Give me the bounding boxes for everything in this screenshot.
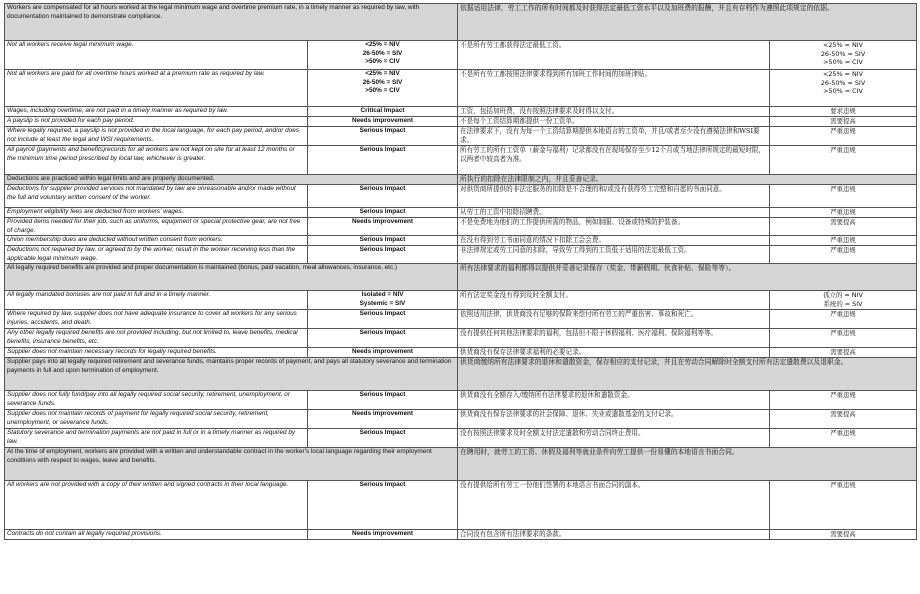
criteria-text-zh: 没有提供给所有劳工一份他们签署的本地语言书面合同的副本。 xyxy=(458,481,770,530)
section-title-zh: 依据适用法律，劳工工作的所有时间都及时获得法定最低工资水平以及加班费的报酬，并且有存档作为遵照此项规定的依据。 xyxy=(458,4,917,41)
criteria-text-en: Statutory severance and termination payments are not paid in full or in a timely manner as required by law. xyxy=(5,429,308,448)
criteria-text-en: Supplier does not maintain records of payment for legally required social security, retirement, unemployment, or severance funds. xyxy=(5,410,308,429)
impact-line: >50% = CIV xyxy=(365,58,400,66)
criteria-row xyxy=(5,236,917,246)
impact-line-zh: 孤立的 = NIV xyxy=(823,291,863,300)
compliance-table xyxy=(4,3,917,540)
section-header-row xyxy=(5,448,917,481)
impact-rating-zh xyxy=(770,429,917,448)
criteria-text-zh: 不是每个工资结算期都提供一份工资单。 xyxy=(458,117,770,127)
criteria-text-zh: 从劳工的工资中扣除招聘费。 xyxy=(458,208,770,218)
impact-line: <25% = NIV xyxy=(365,41,400,48)
impact-line: Serious Impact xyxy=(359,236,406,244)
criteria-row xyxy=(5,70,917,107)
impact-line-zh: <25% = NIV xyxy=(823,41,864,49)
impact-line: 26-50% = SIV xyxy=(362,78,403,86)
criteria-row xyxy=(5,410,917,429)
criteria-text-zh: 合同没有包含所有法律要求的条款。 xyxy=(458,530,770,540)
impact-line-zh: 需要提高 xyxy=(830,117,856,125)
section-header-row xyxy=(5,175,917,185)
criteria-text-zh: 对供货商所提供的非法定服务的扣除是不合理的和/或没有获得劳工完整和自愿的书面同意。 xyxy=(458,185,770,208)
impact-line: Serious Impact xyxy=(359,127,406,134)
criteria-text-zh: 在法律要求下，没有为每一个工资结算期提供本地语言的工资单，并且/或者至少没有遵循法律和WSI要求。 xyxy=(458,127,770,146)
criteria-text-en: Employment eligibility fees are deducted from workers' wages. xyxy=(5,208,308,218)
criteria-row xyxy=(5,348,917,358)
criteria-text-en: Contracts do not contain all legally required provisions. xyxy=(5,530,308,540)
impact-rating-en xyxy=(308,291,458,310)
section-title-zh: 供货商缴纳所有法律要求的退休和遣散资金，保存相应的支付记录，并且在劳动合同解除时全额支付所有法定遣散费以及退职金。 xyxy=(458,358,917,391)
impact-rating-zh xyxy=(770,348,917,358)
impact-rating-zh xyxy=(770,146,917,175)
impact-rating-en xyxy=(308,429,458,448)
criteria-text-zh: 不是免费地为他们的工作提供所需的物品，例如制服、设备或特殊防护装备。 xyxy=(458,218,770,236)
impact-rating-en xyxy=(308,127,458,146)
impact-rating-en xyxy=(308,329,458,348)
impact-line-zh: 严重违规 xyxy=(830,246,856,255)
impact-rating-zh xyxy=(770,117,917,127)
section-title-en: All legally required benefits are provided and proper documentation is maintained (bonus, paid vacation, meal allowances, insurance, etc.) xyxy=(5,264,458,291)
impact-line-zh: 需要提高 xyxy=(830,410,856,419)
criteria-row xyxy=(5,481,917,530)
impact-line: Critical Impact xyxy=(360,107,405,114)
criteria-text-zh: 供货商没有保存法律要求福利的必要记录。 xyxy=(458,348,770,358)
criteria-row xyxy=(5,185,917,208)
impact-rating-en xyxy=(308,107,458,117)
criteria-row xyxy=(5,246,917,264)
impact-line-zh: <25% = NIV xyxy=(823,70,864,78)
criteria-text-en: Not all workers are paid for all overtime hours worked at a premium rate as required by law. xyxy=(5,70,308,107)
impact-line-zh: 严重违规 xyxy=(830,329,856,338)
criteria-text-en: Deductions not required by law, or agreed to by the worker, result in the worker receiving less than the applicable legal minimum wage. xyxy=(5,246,308,264)
criteria-row xyxy=(5,429,917,448)
impact-rating-zh xyxy=(770,127,917,146)
section-header-row xyxy=(5,4,917,41)
impact-line: Needs improvement xyxy=(351,117,414,124)
impact-rating-zh xyxy=(770,107,917,117)
impact-line-zh: 系统的 = SIV xyxy=(823,299,863,308)
section-title-zh: 所有法律要求的福利都得以提供并妥善记录保存（奖金、带薪假期、伙食补贴、保险等等）。 xyxy=(458,264,917,291)
impact-rating-zh xyxy=(770,391,917,410)
criteria-row xyxy=(5,530,917,540)
impact-line: Serious Impact xyxy=(359,208,406,215)
impact-line-zh: 严重违规 xyxy=(830,146,856,154)
impact-line-zh: 严重违规 xyxy=(830,236,856,245)
impact-rating-en xyxy=(308,246,458,264)
impact-line-zh: >50% = CIV xyxy=(823,87,863,96)
impact-rating-en xyxy=(308,208,458,218)
section-header-row xyxy=(5,264,917,291)
impact-rating-zh xyxy=(770,410,917,429)
impact-line-zh: 严重违规 xyxy=(830,481,856,490)
impact-line: Serious Impact xyxy=(359,481,406,489)
impact-line-zh: 严重违规 xyxy=(830,429,856,438)
criteria-text-zh: 在没有得到劳工书面同意的情况下扣除工会会费。 xyxy=(458,236,770,246)
criteria-row xyxy=(5,41,917,70)
criteria-text-zh: 没有提供任何其他法律要求的福利，包括但不限于休假福利、医疗福利、保险福利等等。 xyxy=(458,329,770,348)
impact-rating-zh xyxy=(770,208,917,218)
impact-line: 26-50% = SIV xyxy=(362,49,403,57)
criteria-text-zh: 供货商没有保存法律要求的社会保障、退休、失业或遣散基金的支付记录。 xyxy=(458,410,770,429)
criteria-text-en: Wages, including overtime, are not paid in a timely manner as required by law. xyxy=(5,107,308,117)
impact-line-zh: 需要提高 xyxy=(830,348,856,357)
impact-rating-en xyxy=(308,117,458,127)
criteria-row xyxy=(5,146,917,175)
impact-rating-zh xyxy=(770,70,917,107)
impact-line-zh: 26-50% = SIV xyxy=(820,49,866,58)
criteria-text-en: Not all workers receive legal minimum wage. xyxy=(5,41,308,70)
criteria-text-en: Supplier does not fully fund/pay into all legally required social security, retirement, unemployment, or severance funds. xyxy=(5,391,308,410)
criteria-row xyxy=(5,218,917,236)
impact-rating-zh xyxy=(770,246,917,264)
impact-line: <25% = NIV xyxy=(365,70,400,77)
criteria-text-en: Deductions for supplier provided services not mandated by law are unreasonable and/or made without the full and voluntary written consent of the worker. xyxy=(5,185,308,208)
criteria-text-en: A payslip is not provided for each pay period. xyxy=(5,117,308,127)
impact-rating-zh xyxy=(770,481,917,530)
impact-line-zh: 严重违规 xyxy=(830,185,856,193)
criteria-text-zh: 没有按照法律要求及时全额支付法定遣散和劳动合同终止费用。 xyxy=(458,429,770,448)
criteria-text-en: Where required by law, supplier does not have adequate insurance to cover all workers for any serious injuries, accidents, and death. xyxy=(5,310,308,329)
impact-rating-zh xyxy=(770,218,917,236)
impact-line: Needs improvement xyxy=(351,410,414,418)
impact-line: Serious Impact xyxy=(359,429,406,437)
impact-line: Serious Impact xyxy=(359,329,406,337)
impact-rating-en xyxy=(308,391,458,410)
impact-rating-en xyxy=(308,218,458,236)
criteria-row xyxy=(5,127,917,146)
criteria-row xyxy=(5,291,917,310)
impact-rating-zh xyxy=(770,236,917,246)
section-title-en: Deductions are practiced within legal limits and are properly documented. xyxy=(5,175,458,185)
impact-rating-zh xyxy=(770,185,917,208)
criteria-text-en: Any other legally required benefits are not provided including, but not limited to, leave benefits, medical benefits, insurance benefits, etc. xyxy=(5,329,308,348)
criteria-text-zh: 不是所有劳工都获得法定最低工资。 xyxy=(458,41,770,70)
impact-line-zh: 严重违规 xyxy=(830,208,856,216)
criteria-row xyxy=(5,208,917,218)
criteria-text-zh: 非法律规定或劳工同意的扣除，导致劳工得到的工资低于适用的法定最低工资。 xyxy=(458,246,770,264)
impact-line: Needs improvement xyxy=(351,218,414,225)
criteria-row xyxy=(5,107,917,117)
impact-line: Serious Impact xyxy=(359,310,406,318)
impact-rating-en xyxy=(308,530,458,540)
impact-line: Needs improvement xyxy=(351,348,414,356)
impact-line: >50% = CIV xyxy=(365,87,400,95)
impact-rating-en xyxy=(308,348,458,358)
impact-line: Serious Impact xyxy=(359,185,406,192)
impact-line-zh: 需要提高 xyxy=(830,218,856,226)
impact-rating-en xyxy=(308,481,458,530)
impact-rating-zh xyxy=(770,530,917,540)
section-header-row xyxy=(5,358,917,391)
criteria-text-en: All legally mandated bonuses are not paid in full and in a timely manner. xyxy=(5,291,308,310)
section-title-en: Supplier pays into all legally required retirement and severance funds, maintains proper records of payment, and pays all statutory severance and termination payments in full and upon termination of employment. xyxy=(5,358,458,391)
criteria-text-zh: 所有法定奖金没有得到及时全额支付。 xyxy=(458,291,770,310)
impact-line-zh: 26-50% = SIV xyxy=(820,78,866,87)
impact-line-zh: 严重违规 xyxy=(830,127,856,135)
criteria-text-zh: 供货商没有全额存入/缴纳所有法律要求的退休和遣散资金。 xyxy=(458,391,770,410)
impact-rating-en xyxy=(308,146,458,175)
impact-rating-zh xyxy=(770,329,917,348)
section-title-zh: 所执行的扣除在法律限制之内，并且妥善记录。 xyxy=(458,175,917,185)
impact-line: Serious Impact xyxy=(359,146,406,153)
impact-line-zh: >50% = CIV xyxy=(823,58,863,67)
criteria-text-zh: 所有劳工的所有工资单（薪金与福利）记录都没有在现场保存至少12个月或当地法律所规定的最短时限，以两者中较高者为准。 xyxy=(458,146,770,175)
impact-rating-en xyxy=(308,236,458,246)
criteria-row xyxy=(5,310,917,329)
impact-rating-zh xyxy=(770,291,917,310)
impact-rating-en xyxy=(308,185,458,208)
impact-rating-zh xyxy=(770,310,917,329)
criteria-row xyxy=(5,391,917,410)
impact-line: Systemic = SIV xyxy=(359,299,406,307)
criteria-text-zh: 不是所有劳工都按照法律要求得到所有加班工作时间的加班津贴。 xyxy=(458,70,770,107)
impact-rating-zh xyxy=(770,41,917,70)
criteria-text-zh: 工资，包括加班费，没有按照法律要求及时得以支付。 xyxy=(458,107,770,117)
criteria-text-en: Provided items needed for their job, such as uniforms, equipment or special protective gear, are not free of charge. xyxy=(5,218,308,236)
impact-line: Serious Impact xyxy=(359,246,406,254)
criteria-text-en: All payroll (payments and benefits)records for all workers are not kept on site for at least 12 months or the minimum time period prescribed by local law, whichever is greater. xyxy=(5,146,308,175)
criteria-row xyxy=(5,329,917,348)
criteria-text-en: Where legally required, a payslip is not provided in the local language, for each pay period, and/or does not include at least the legal and WSI requirements. xyxy=(5,127,308,146)
impact-rating-en xyxy=(308,70,458,107)
impact-line-zh: 严重违规 xyxy=(830,310,856,319)
impact-rating-en xyxy=(308,410,458,429)
section-title-zh: 在聘用时，就劳工的工资、休假及福利等就业条件向劳工提供一份易懂的本地语言书面合同。 xyxy=(458,448,917,481)
impact-line-zh: 要求违规 xyxy=(830,107,856,115)
impact-line: Isolated = NIV xyxy=(361,291,404,299)
criteria-text-zh: 依照适用法律，供货商没有足够的保险来偿付所有劳工的严重伤害、事故和死亡。 xyxy=(458,310,770,329)
criteria-text-en: All workers are not provided with a copy of their written and signed contracts in their local language. xyxy=(5,481,308,530)
impact-rating-en xyxy=(308,310,458,329)
criteria-row xyxy=(5,117,917,127)
section-title-en: At the time of employment, workers are provided with a written and understandable contract in the worker's local language regarding their employment conditions with respect to wages, leave and benefits. xyxy=(5,448,458,481)
criteria-text-en: Union membership dues are deducted without written consent from workers. xyxy=(5,236,308,246)
impact-line-zh: 严重违规 xyxy=(830,391,856,400)
impact-line-zh: 需要提高 xyxy=(830,530,856,539)
impact-line: Serious Impact xyxy=(359,391,406,399)
impact-rating-en xyxy=(308,41,458,70)
impact-line: Needs improvement xyxy=(351,530,414,538)
section-title-en: Workers are compensated for all hours worked at the legal minimum wage and overtime premium rate, in a timely manner as required by law, with documentation maintained to demonstrate compliance. xyxy=(5,4,458,41)
criteria-text-en: Supplier does not maintain necessary records for legally required benefits. xyxy=(5,348,308,358)
